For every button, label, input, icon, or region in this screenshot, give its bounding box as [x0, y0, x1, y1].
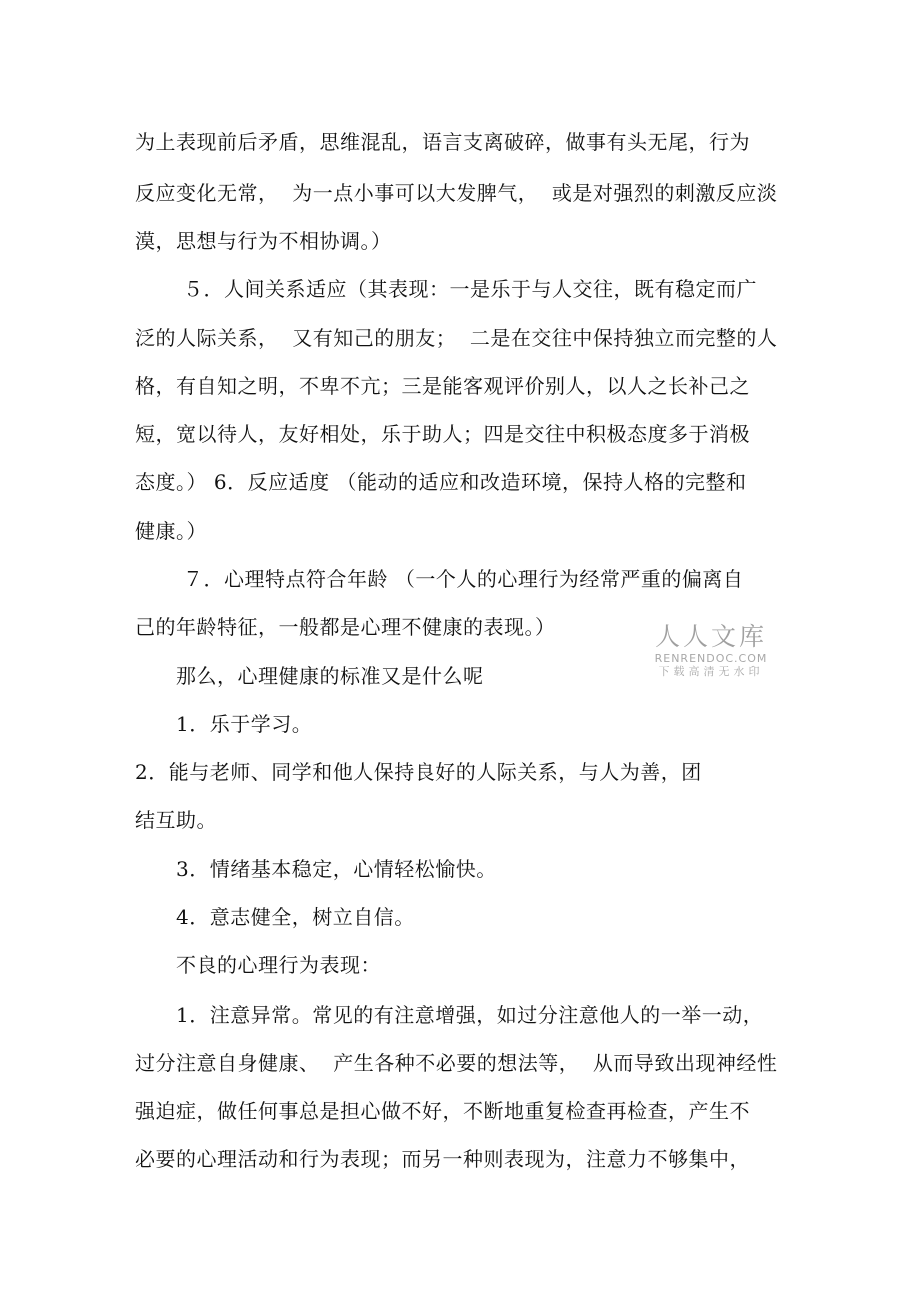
text-line: 必要的心理活动和行为表现；而另一种则表现为，注意力不够集中，: [135, 1147, 750, 1171]
text-line: 反应变化无常， 为一点小事可以大发脾气， 或是对强烈的刺激反应淡: [135, 181, 778, 205]
watermark-domain: RENRENDOC.COM: [654, 652, 768, 665]
text-line: 态度。） 6．反应适度 （能动的适应和改造环境，保持人格的完整和: [135, 470, 747, 494]
text-line: 1．注意异常。常见的有注意增强，如过分注意他人的一举一动，: [176, 1003, 764, 1027]
text-line: 格，有自知之明，不卑不亢；三是能客观评价别人，以人之长补己之: [135, 374, 750, 398]
text-line: 短，宽以待人，友好相处，乐于助人；四是交往中积极态度多于消极: [135, 422, 750, 446]
text-line: 健康。）: [135, 519, 207, 543]
watermark-subtitle: 下载高清无水印: [658, 665, 764, 678]
text-line: 3．情绪基本稳定，心情轻松愉快。: [176, 857, 497, 881]
text-line: 那么，心理健康的标准又是什么呢: [176, 664, 484, 688]
text-line: 1．乐于学习。: [176, 712, 313, 736]
text-line: 漠，思想与行为不相协调。）: [135, 229, 392, 253]
text-line: ５．人间关系适应（其表现：一是乐于与人交往，既有稳定而广: [183, 277, 757, 301]
text-line: 过分注意自身健康、 产生各种不必要的想法等， 从而导致出现神经性: [135, 1051, 778, 1075]
text-line: 泛的人际关系， 又有知己的朋友； 二是在交往中保持独立而完整的人: [135, 326, 778, 350]
watermark-title: 人人文库: [654, 622, 767, 651]
text-line: 不良的心理行为表现：: [176, 953, 381, 977]
text-line: 为上表现前后矛盾，思维混乱，语言支离破碎，做事有头无尾，行为: [135, 130, 750, 154]
text-line: 结互助。: [135, 808, 217, 832]
text-line: 己的年龄特征，一般都是心理不健康的表现。）: [135, 615, 556, 639]
text-line: 2．能与老师、同学和他人保持良好的人际关系，与人为善，团: [135, 760, 702, 784]
text-line: 强迫症，做任何事总是担心做不好，不断地重复检查再检查，产生不: [135, 1099, 750, 1123]
watermark: [646, 622, 776, 679]
text-line: ７．心理特点符合年龄 （一个人的心理行为经常严重的偏离自: [183, 567, 744, 591]
text-line: 4．意志健全，树立自信。: [176, 905, 415, 929]
